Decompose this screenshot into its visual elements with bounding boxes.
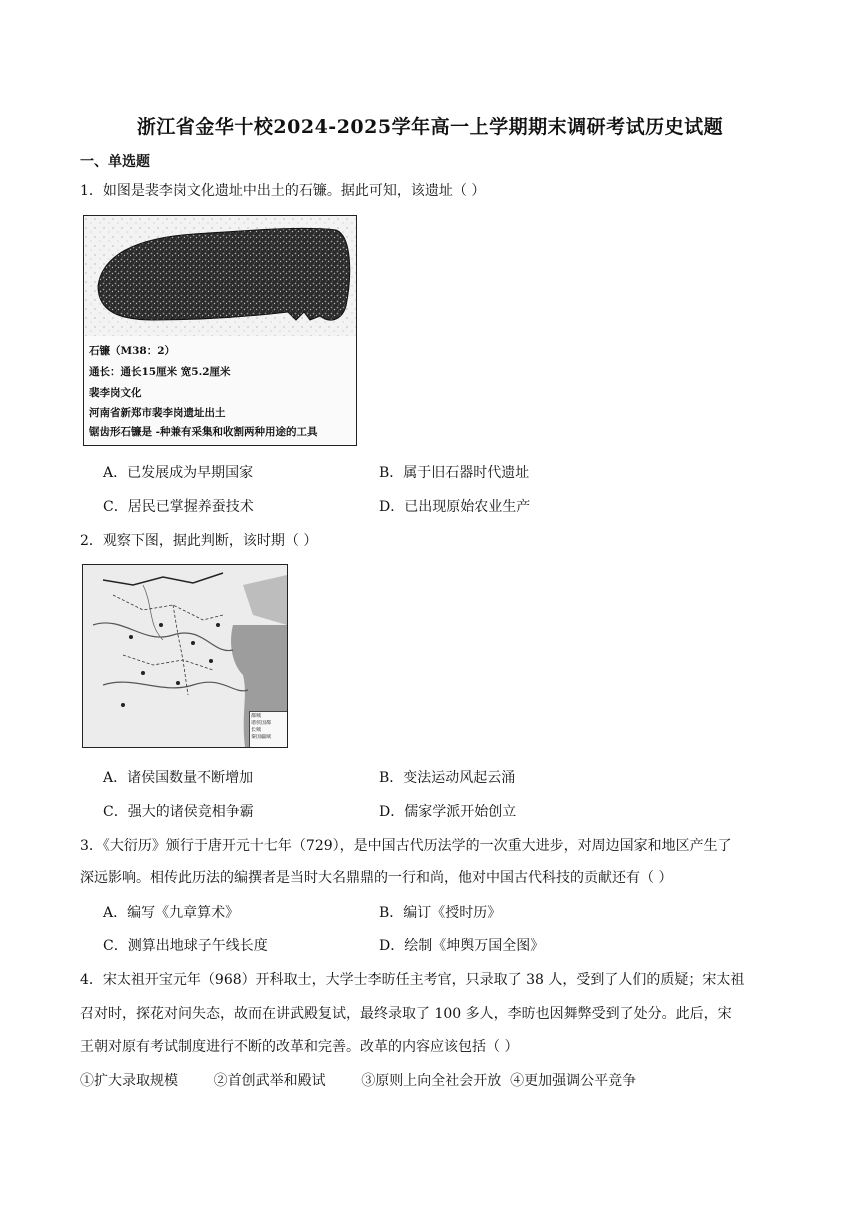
stone-sickle-figure: [83, 215, 357, 446]
map-legend-item: 都城: [251, 713, 262, 719]
question-3-stem-line-1: 3．《大衍历》颁行于唐开元十七年（729），是中国古代历法学的一次重大进步，对周边国家和地区产生了: [80, 838, 732, 854]
figure-caption-line-1: 石镰（M38：2）: [89, 345, 176, 357]
map-legend: [249, 711, 288, 748]
q1-option-d[interactable]: D．已出现原始农业生产: [379, 499, 531, 515]
q2-option-b[interactable]: B．变法运动风起云涌: [379, 770, 516, 786]
figure-caption-line-3: 裴李岗文化: [89, 387, 142, 399]
q2-option-c[interactable]: C．强大的诸侯竞相争霸: [103, 804, 254, 820]
q3-option-a[interactable]: A．编写《九章算术》: [103, 905, 240, 921]
page-title: 浙江省金华十校2024-2025学年高一上学期期末调研考试历史试题: [136, 116, 724, 138]
q3-option-d[interactable]: D．绘制《坤舆万国全图》: [379, 938, 545, 954]
warring-states-map-figure: [82, 564, 288, 748]
figure-caption-line-4: 河南省新郑市裴李岗遗址出土: [89, 407, 226, 419]
question-4-stem-line-3: 王朝对原有考试制度进行不断的改革和完善。改革的内容应该包括（ ）: [80, 1039, 519, 1055]
q1-option-b[interactable]: B．属于旧石器时代遗址: [379, 465, 530, 481]
figure-caption-line-5: 锯齿形石镰是 -种兼有采集和收割两种用途的工具: [89, 426, 318, 438]
q3-option-c[interactable]: C．测算出地球子午线长度: [103, 938, 268, 954]
q2-option-a[interactable]: A．诸侯国数量不断增加: [103, 770, 254, 786]
q1-option-a[interactable]: A．已发展成为早期国家: [103, 465, 254, 481]
question-3-stem-line-2: 深远影响。相传此历法的编撰者是当时大名鼎鼎的一行和尚，他对中国古代科技的贡献还有（ ）: [80, 870, 673, 886]
question-2-stem: 2．观察下图，据此判断，该时期（ ）: [80, 533, 318, 549]
question-1-stem: 1．如图是裴李岗文化遗址中出土的石镰。据此可知，该遗址（ ）: [80, 183, 486, 199]
q1-option-c[interactable]: C．居民已掌握养蚕技术: [103, 499, 254, 515]
q3-option-b[interactable]: B．编订《授时历》: [379, 905, 502, 921]
map-legend-item: 诸侯国都: [251, 720, 272, 726]
map-legend-item: 长城: [251, 727, 262, 733]
q2-option-d[interactable]: D．儒家学派开始创立: [379, 804, 517, 820]
question-4-stem-line-2: 召对时，探花对问失态，故而在讲武殿复试，最终录取了 100 多人，李昉也因舞弊受到了处分。此后，宋: [80, 1006, 732, 1022]
stone-sickle-image: [84, 216, 356, 336]
map-legend-item: 秦国疆域: [251, 734, 272, 740]
section-heading: 一、单选题: [80, 154, 150, 170]
question-4-statements: ①扩大录取规模 ②首创武举和殿试 ③原则上向全社会开放 ④更加强调公平竞争: [80, 1073, 637, 1089]
question-4-stem-line-1: 4．宋太祖开宝元年（968）开科取士，大学士李昉任主考官，只录取了 38 人，受到了人们的质疑；宋太祖: [80, 972, 745, 988]
figure-caption-line-2: 通长：通长15厘米 宽5.2厘米: [89, 366, 231, 378]
